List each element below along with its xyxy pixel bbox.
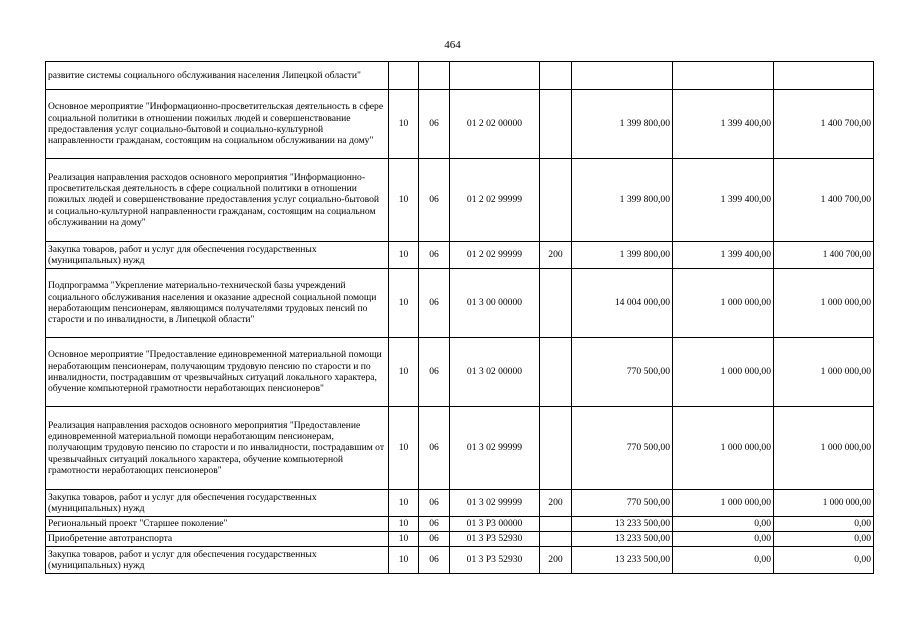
- section-code: 10: [389, 547, 419, 574]
- target-article-code: 01 2 02 99999: [450, 159, 540, 242]
- expense-type-code: [540, 159, 572, 242]
- section-code: 10: [389, 90, 419, 159]
- section-code: 10: [389, 490, 419, 517]
- table-row: [46, 159, 874, 242]
- row-description: развитие системы социального обслуживания населения Липецкой области": [46, 62, 389, 90]
- amount-year-1: 1 399 800,00: [572, 159, 673, 242]
- target-article-code: 01 2 02 99999: [450, 242, 540, 269]
- table-row: [46, 532, 874, 547]
- target-article-code: [450, 62, 540, 90]
- section-code: [389, 62, 419, 90]
- section-code: 10: [389, 159, 419, 242]
- amount-year-1: 1 399 800,00: [572, 242, 673, 269]
- table-row: [46, 62, 874, 90]
- subsection-code: 06: [419, 547, 450, 574]
- amount-year-3: 1 000 000,00: [774, 338, 874, 407]
- amount-year-3: 1 400 700,00: [774, 242, 874, 269]
- section-code: 10: [389, 532, 419, 547]
- amount-year-3: 1 400 700,00: [774, 159, 874, 242]
- amount-year-2: 1 399 400,00: [673, 242, 774, 269]
- target-article-code: 01 3 02 99999: [450, 407, 540, 490]
- row-description: Основное мероприятие "Предоставление единовременной материальной помощи неработающим пенсионерам, получающим трудовую пенсию по старости и по инвалидности, пострадавшим от чрезвычайных ситуаций локального характера, обучение компьютерной грамотности неработающих пенсионеров": [46, 338, 389, 407]
- amount-year-1: [572, 62, 673, 90]
- amount-year-2: 1 000 000,00: [673, 269, 774, 338]
- row-description: Закупка товаров, работ и услуг для обеспечения государственных (муниципальных) нужд: [46, 490, 389, 517]
- target-article-code: 01 3 Р3 00000: [450, 517, 540, 532]
- row-description: Закупка товаров, работ и услуг для обеспечения государственных (муниципальных) нужд: [46, 547, 389, 574]
- amount-year-3: 1 000 000,00: [774, 269, 874, 338]
- expense-type-code: [540, 532, 572, 547]
- amount-year-3: 1 400 700,00: [774, 90, 874, 159]
- target-article-code: 01 3 Р3 52930: [450, 547, 540, 574]
- table-row: [46, 269, 874, 338]
- amount-year-1: 770 500,00: [572, 338, 673, 407]
- amount-year-3: [774, 62, 874, 90]
- amount-year-1: 14 004 000,00: [572, 269, 673, 338]
- table-row: [46, 338, 874, 407]
- row-description: Основное мероприятие "Информационно-просветительская деятельность в сфере социальной политики в отношении пожилых людей и совершенствование предоставления услуг социально-бытовой и социально-культурной направленности гражданам, состоящим на социальном обслуживании на дому": [46, 90, 389, 159]
- section-code: 10: [389, 338, 419, 407]
- expense-type-code: [540, 338, 572, 407]
- expense-type-code: [540, 62, 572, 90]
- amount-year-3: 0,00: [774, 547, 874, 574]
- table-row: [46, 242, 874, 269]
- expense-type-code: 200: [540, 490, 572, 517]
- expense-type-code: [540, 269, 572, 338]
- row-description: Закупка товаров, работ и услуг для обеспечения государственных (муниципальных) нужд: [46, 242, 389, 269]
- expense-type-code: 200: [540, 547, 572, 574]
- table-row: [46, 547, 874, 574]
- amount-year-1: 13 233 500,00: [572, 532, 673, 547]
- expense-type-code: 200: [540, 242, 572, 269]
- subsection-code: 06: [419, 490, 450, 517]
- amount-year-3: 0,00: [774, 532, 874, 547]
- row-description: Реализация направления расходов основного мероприятия "Предоставление единовременной материальной помощи неработающим пенсионерам, получающим трудовую пенсию по старости и по инвалидности, пострадавшим от чрезвычайных ситуаций локального характера, обучение компьютерной грамотности неработающих пенсионеров": [46, 407, 389, 490]
- subsection-code: 06: [419, 269, 450, 338]
- table-row: [46, 490, 874, 517]
- subsection-code: 06: [419, 159, 450, 242]
- subsection-code: 06: [419, 90, 450, 159]
- table-row: [46, 90, 874, 159]
- subsection-code: 06: [419, 242, 450, 269]
- table-row: [46, 407, 874, 490]
- target-article-code: 01 3 02 99999: [450, 490, 540, 517]
- row-description: Региональный проект "Старшее поколение": [46, 517, 389, 532]
- target-article-code: 01 3 Р3 52930: [450, 532, 540, 547]
- target-article-code: 01 3 00 00000: [450, 269, 540, 338]
- amount-year-2: 1 000 000,00: [673, 490, 774, 517]
- subsection-code: 06: [419, 407, 450, 490]
- amount-year-3: 1 000 000,00: [774, 490, 874, 517]
- amount-year-1: 770 500,00: [572, 407, 673, 490]
- amount-year-1: 1 399 800,00: [572, 90, 673, 159]
- amount-year-2: 1 399 400,00: [673, 159, 774, 242]
- amount-year-3: 1 000 000,00: [774, 407, 874, 490]
- expense-type-code: [540, 90, 572, 159]
- amount-year-2: 0,00: [673, 532, 774, 547]
- budget-table: [45, 61, 874, 574]
- row-description: Подпрограмма "Укрепление материально-технической базы учреждений социального обслуживания населения и оказание адресной социальной помощи неработающим пенсионерам, являющимся получателями трудовых пенсий по старости и по инвалидности, в Липецкой области": [46, 269, 389, 338]
- page-number: 464: [444, 39, 461, 51]
- amount-year-2: 1 000 000,00: [673, 338, 774, 407]
- amount-year-3: 0,00: [774, 517, 874, 532]
- amount-year-1: 13 233 500,00: [572, 547, 673, 574]
- table-row: [46, 517, 874, 532]
- budget-table-body: [46, 62, 874, 574]
- target-article-code: 01 3 02 00000: [450, 338, 540, 407]
- subsection-code: [419, 62, 450, 90]
- row-description: Реализация направления расходов основного мероприятия "Информационно-просветительская деятельность в сфере социальной политики в отношении пожилых людей и совершенствование предоставления услуг социально-бытовой и социально-культурной направленности гражданам, состоящим на социальном обслуживании на дому": [46, 159, 389, 242]
- amount-year-1: 13 233 500,00: [572, 517, 673, 532]
- amount-year-2: 0,00: [673, 547, 774, 574]
- amount-year-1: 770 500,00: [572, 490, 673, 517]
- amount-year-2: [673, 62, 774, 90]
- target-article-code: 01 2 02 00000: [450, 90, 540, 159]
- subsection-code: 06: [419, 338, 450, 407]
- row-description: Приобретение автотранспорта: [46, 532, 389, 547]
- section-code: 10: [389, 407, 419, 490]
- amount-year-2: 0,00: [673, 517, 774, 532]
- subsection-code: 06: [419, 532, 450, 547]
- subsection-code: 06: [419, 517, 450, 532]
- section-code: 10: [389, 517, 419, 532]
- expense-type-code: [540, 517, 572, 532]
- amount-year-2: 1 000 000,00: [673, 407, 774, 490]
- amount-year-2: 1 399 400,00: [673, 90, 774, 159]
- expense-type-code: [540, 407, 572, 490]
- section-code: 10: [389, 242, 419, 269]
- section-code: 10: [389, 269, 419, 338]
